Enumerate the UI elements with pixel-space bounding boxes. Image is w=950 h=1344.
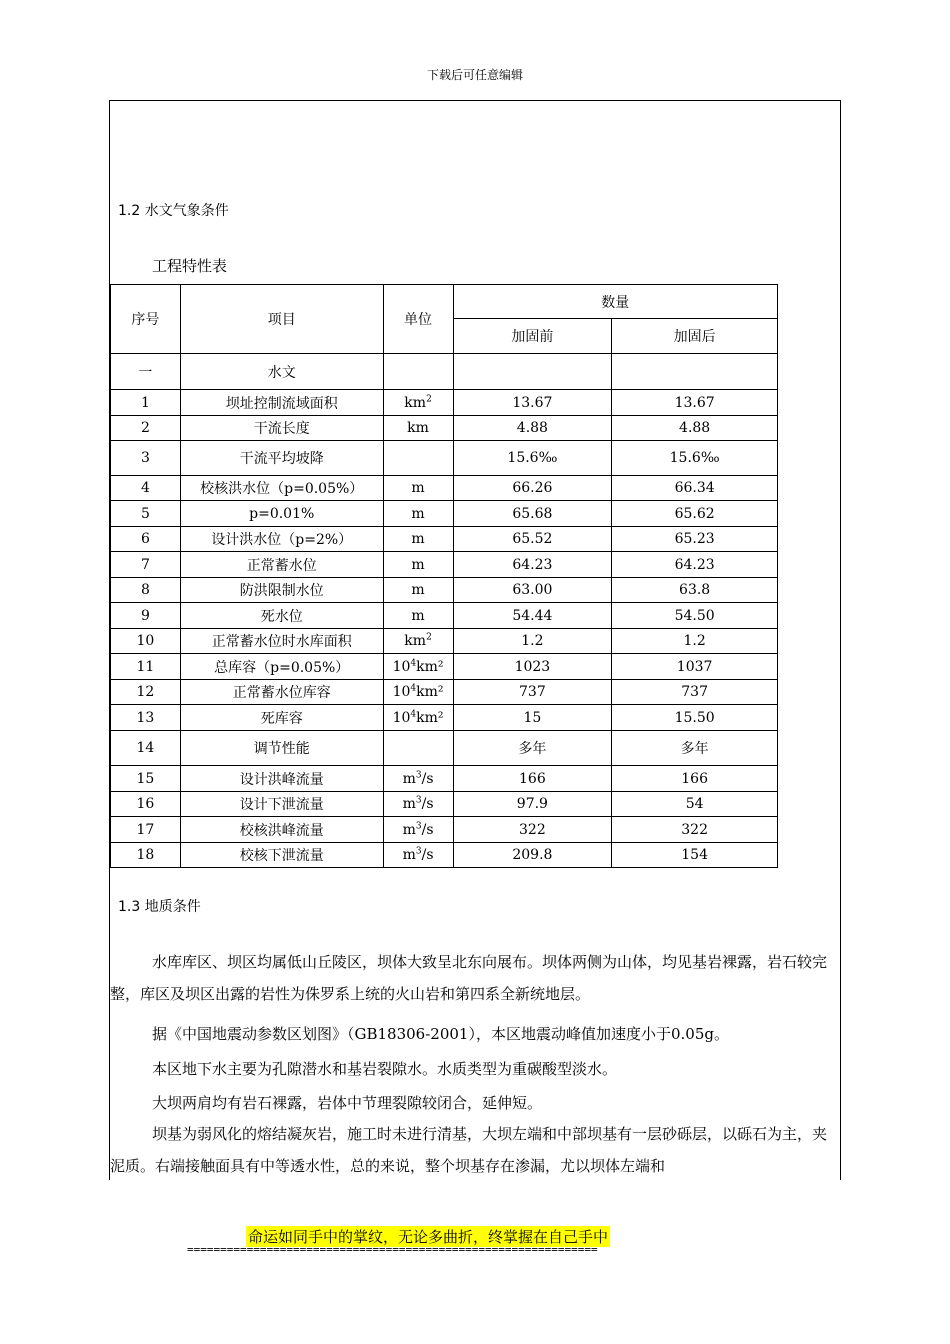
- section-title-hydrology: 1.2 水文气象条件: [118, 203, 229, 219]
- cell-unit: [383, 817, 453, 843]
- cell-before: 65.52: [453, 527, 612, 552]
- cell-unit: [383, 416, 453, 441]
- unit-superscript: 2: [426, 393, 432, 404]
- table-caption: 工程特性表: [152, 257, 228, 275]
- cell-after: 166: [612, 766, 778, 792]
- cell-item: 正常蓄水位: [180, 552, 383, 578]
- unit-suffix: km²: [416, 709, 444, 726]
- table-row: [111, 441, 778, 476]
- header-index: 序号: [111, 285, 181, 354]
- cell-unit: [383, 843, 453, 868]
- cell-before: 1023: [453, 654, 612, 680]
- unit-base: km: [407, 420, 429, 436]
- cell-after: 多年: [612, 731, 778, 766]
- table-row: [111, 680, 778, 705]
- cell-index: 8: [111, 578, 181, 603]
- cell-before: 737: [453, 680, 612, 705]
- table-row: [111, 654, 778, 680]
- unit-suffix: /s: [421, 770, 434, 787]
- cell-before: 15: [453, 705, 612, 731]
- cell-unit: [383, 705, 453, 731]
- cell-index: 6: [111, 527, 181, 552]
- cell-before: [453, 354, 612, 390]
- unit-base: km: [404, 394, 427, 411]
- cell-after: 1.2: [612, 629, 778, 654]
- cell-index: 13: [111, 705, 181, 731]
- cell-before: 4.88: [453, 416, 612, 441]
- cell-before: 63.00: [453, 578, 612, 603]
- cell-before: 多年: [453, 731, 612, 766]
- header-after: 加固后: [612, 319, 778, 354]
- cell-before: 97.9: [453, 792, 612, 817]
- table-row: [111, 501, 778, 527]
- cell-index: 16: [111, 792, 181, 817]
- unit-base: m: [411, 556, 425, 573]
- cell-item: 防洪限制水位: [180, 578, 383, 603]
- unit-base: 10: [392, 684, 411, 700]
- unit-base: 10: [392, 658, 411, 675]
- cell-index: 12: [111, 680, 181, 705]
- cell-item: 总库容（p=0.05%）: [180, 654, 383, 680]
- paragraph-foundation: 坝基为弱风化的熔结凝灰岩，施工时未进行清基，大坝左端和中部坝基有一层砂砾层，以砾石为主，夹泥质。右端接触面具有中等透水性，总的来说，整个坝基存在渗漏，尤以坝体左端和: [110, 1125, 828, 1175]
- table-row: [111, 629, 778, 654]
- cell-after: [612, 354, 778, 390]
- header-unit: 单位: [383, 285, 453, 354]
- cell-index: 2: [111, 416, 181, 441]
- table-row: [111, 416, 778, 441]
- cell-before: 13.67: [453, 390, 612, 416]
- cell-unit: [383, 603, 453, 629]
- cell-item: 死水位: [180, 603, 383, 629]
- cell-item: 校核洪水位（p=0.05%）: [180, 476, 383, 501]
- cell-before: 322: [453, 817, 612, 843]
- cell-after: 65.23: [612, 527, 778, 552]
- header-note: 下载后可任意编辑: [426, 68, 523, 82]
- cell-index: 3: [111, 441, 181, 476]
- cell-after: 737: [612, 680, 778, 705]
- table-row: [111, 390, 778, 416]
- unit-suffix: km²: [416, 658, 444, 675]
- paragraph-seismic: 据《中国地震动参数区划图》（GB18306-2001），本区地震动峰值加速度小于0.05g。: [152, 1025, 729, 1043]
- cell-unit: [383, 766, 453, 792]
- unit-superscript: 3: [415, 795, 422, 806]
- cell-unit: [383, 390, 453, 416]
- unit-superscript: 3: [415, 820, 422, 831]
- footer-motto: 命运如同手中的掌纹，无论多曲折，终掌握在自己手中: [248, 1228, 609, 1246]
- unit-base: m: [402, 821, 416, 838]
- cell-index: 一: [111, 354, 181, 390]
- unit-superscript: 3: [415, 846, 422, 857]
- unit-suffix: /s: [421, 847, 434, 863]
- cell-item: 调节性能: [180, 731, 383, 766]
- section-title-geology: 1.3 地质条件: [118, 899, 201, 915]
- cell-unit: [383, 441, 453, 476]
- cell-index: 4: [111, 476, 181, 501]
- cell-unit: [383, 654, 453, 680]
- table-row: [111, 476, 778, 501]
- cell-after: 4.88: [612, 416, 778, 441]
- cell-index: 14: [111, 731, 181, 766]
- table-body: [111, 354, 778, 868]
- cell-item: 校核下泄流量: [180, 843, 383, 868]
- unit-superscript: 4: [410, 683, 417, 694]
- cell-unit: [383, 501, 453, 527]
- cell-item: 设计下泄流量: [180, 792, 383, 817]
- unit-base: m: [402, 770, 416, 787]
- cell-unit: [383, 629, 453, 654]
- cell-after: 66.34: [612, 476, 778, 501]
- cell-after: 15.50: [612, 705, 778, 731]
- cell-after: 322: [612, 817, 778, 843]
- table-row: [111, 705, 778, 731]
- table-row: [111, 731, 778, 766]
- cell-index: 7: [111, 552, 181, 578]
- cell-item: 干流平均坡降: [180, 441, 383, 476]
- paragraph-abutment: 大坝两肩均有岩石裸露，岩体中节理裂隙较闭合，延伸短。: [152, 1094, 543, 1112]
- cell-before: 1.2: [453, 629, 612, 654]
- header-quantity: 数量: [453, 285, 777, 319]
- cell-before: 66.26: [453, 476, 612, 501]
- cell-index: 1: [111, 390, 181, 416]
- cell-item: 正常蓄水位时水库面积: [180, 629, 383, 654]
- cell-unit: [383, 354, 453, 390]
- unit-base: m: [411, 505, 425, 522]
- paragraph-terrain: 水库库区、坝区均属低山丘陵区，坝体大致呈北东向展布。坝体两侧为山体，均见基岩裸露，岩石较完整，库区及坝区出露的岩性为侏罗系上统的火山岩和第四系全新统地层。: [110, 953, 828, 1003]
- unit-superscript: 3: [415, 769, 422, 780]
- footer-divider: ==============================================================: [187, 1243, 598, 1256]
- cell-after: 1037: [612, 654, 778, 680]
- cell-before: 166: [453, 766, 612, 792]
- cell-unit: [383, 552, 453, 578]
- table-row: [111, 578, 778, 603]
- unit-base: km: [404, 633, 427, 649]
- unit-base: m: [411, 607, 425, 624]
- table-row: [111, 843, 778, 868]
- cell-item: 设计洪水位（p=2%）: [180, 527, 383, 552]
- header-before: 加固前: [453, 319, 612, 354]
- cell-after: 54: [612, 792, 778, 817]
- cell-after: 65.62: [612, 501, 778, 527]
- unit-base: 10: [392, 709, 411, 726]
- cell-item: 水文: [180, 354, 383, 390]
- table-row: [111, 552, 778, 578]
- engineering-spec-table: [110, 284, 778, 868]
- cell-index: 15: [111, 766, 181, 792]
- cell-item: 干流长度: [180, 416, 383, 441]
- cell-unit: [383, 731, 453, 766]
- cell-index: 10: [111, 629, 181, 654]
- cell-unit: [383, 476, 453, 501]
- cell-item: p=0.01%: [180, 501, 383, 527]
- cell-item: 正常蓄水位库容: [180, 680, 383, 705]
- unit-suffix: km²: [416, 684, 444, 700]
- cell-before: 65.68: [453, 501, 612, 527]
- cell-index: 11: [111, 654, 181, 680]
- cell-after: 64.23: [612, 552, 778, 578]
- unit-base: m: [402, 847, 416, 863]
- cell-after: 63.8: [612, 578, 778, 603]
- unit-base: m: [402, 796, 416, 812]
- header-item: 项目: [180, 285, 383, 354]
- cell-item: 校核洪峰流量: [180, 817, 383, 843]
- unit-suffix: /s: [421, 796, 434, 812]
- cell-before: 209.8: [453, 843, 612, 868]
- cell-before: 64.23: [453, 552, 612, 578]
- unit-superscript: 4: [410, 657, 417, 668]
- cell-after: 13.67: [612, 390, 778, 416]
- cell-before: 15.6‰: [453, 441, 612, 476]
- table-row: [111, 603, 778, 629]
- cell-unit: [383, 578, 453, 603]
- cell-after: 154: [612, 843, 778, 868]
- table-row: [111, 792, 778, 817]
- cell-unit: [383, 527, 453, 552]
- table-row: [111, 766, 778, 792]
- unit-base: m: [411, 480, 425, 496]
- cell-index: 17: [111, 817, 181, 843]
- unit-suffix: /s: [421, 821, 434, 838]
- table-row: [111, 817, 778, 843]
- cell-unit: [383, 680, 453, 705]
- cell-index: 5: [111, 501, 181, 527]
- cell-index: 9: [111, 603, 181, 629]
- cell-item: 设计洪峰流量: [180, 766, 383, 792]
- cell-index: 18: [111, 843, 181, 868]
- table-row: [111, 354, 778, 390]
- unit-superscript: 4: [410, 708, 417, 719]
- unit-base: m: [411, 531, 425, 547]
- cell-after: 15.6‰: [612, 441, 778, 476]
- cell-unit: [383, 792, 453, 817]
- table-row: [111, 527, 778, 552]
- paragraph-groundwater: 本区地下水主要为孔隙潜水和基岩裂隙水。水质类型为重碳酸型淡水。: [152, 1060, 618, 1078]
- cell-item: 死库容: [180, 705, 383, 731]
- cell-before: 54.44: [453, 603, 612, 629]
- cell-item: 坝址控制流域面积: [180, 390, 383, 416]
- unit-base: m: [411, 582, 425, 598]
- cell-after: 54.50: [612, 603, 778, 629]
- unit-superscript: 2: [426, 632, 432, 643]
